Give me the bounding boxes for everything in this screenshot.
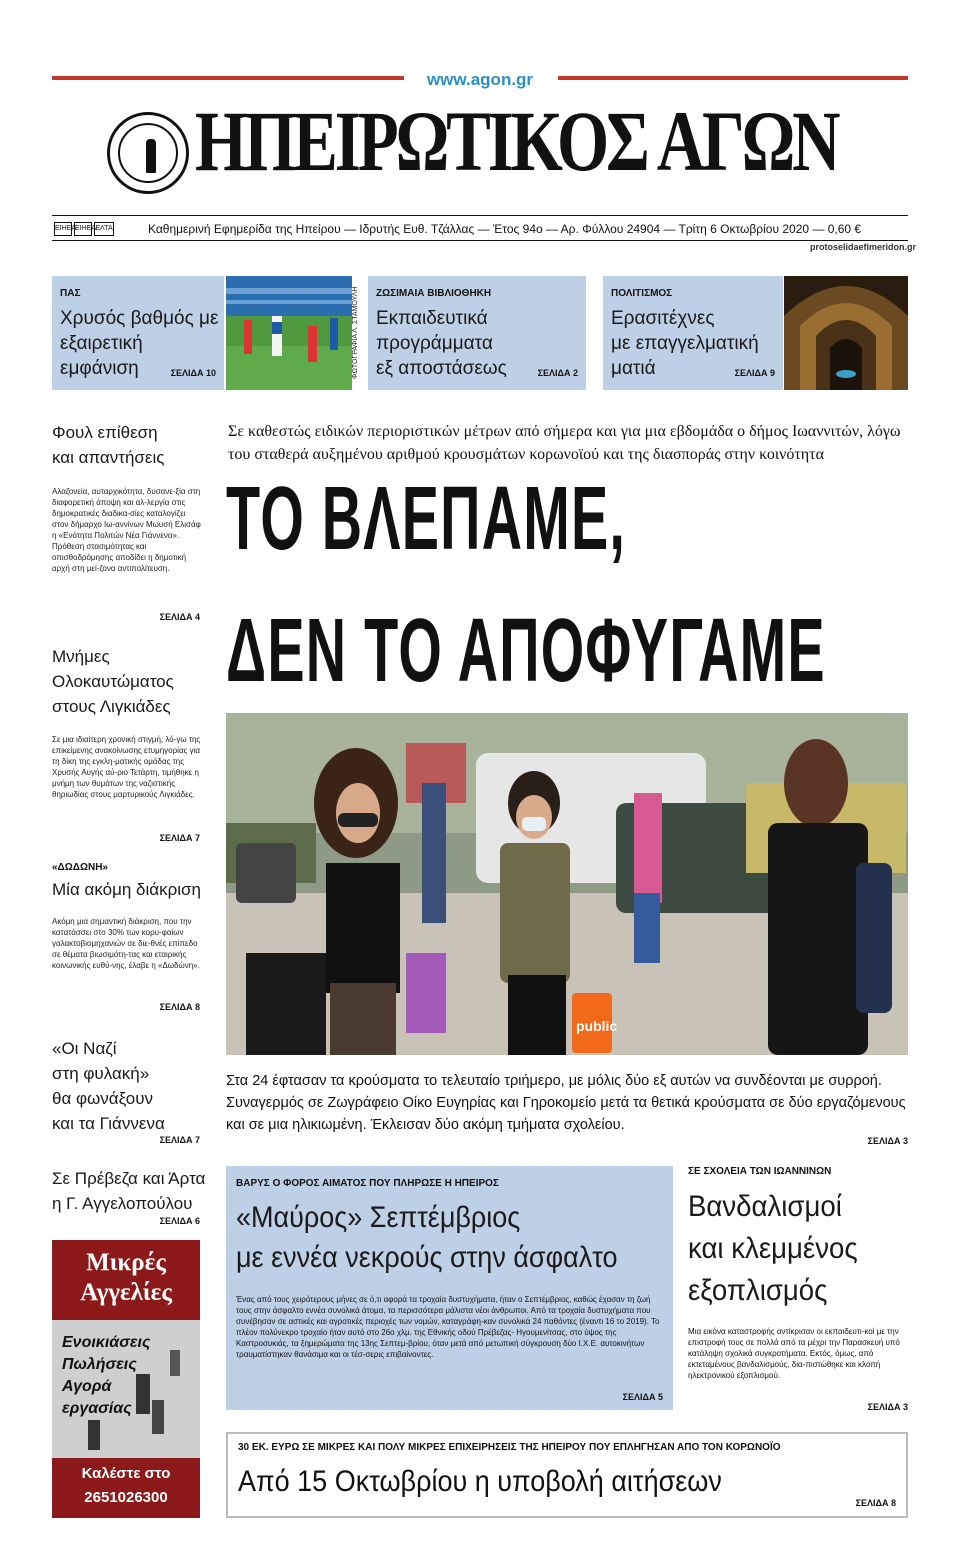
lead-photo-art [226,713,908,1055]
side-story-4-page: ΣΕΛΙΔΑ 7 [159,1135,200,1145]
business-aid-story[interactable] [226,1432,908,1518]
teaser-title-line: εξαιρετική εμφάνιση [60,333,143,379]
teaser-politismos[interactable] [603,276,783,390]
teaser-kicker: ΖΩΣΙΜΑΙΑ ΒΙΒΛΙΟΘΗΚΗ [376,288,492,299]
lead-headline-line-2[interactable]: ΔΕΝ ΤΟ ΑΠΟΦΥΓΑΜΕ [226,601,826,701]
lead-photo [226,713,908,1055]
side-title-line: Σε Πρέβεζα και Άρτα [52,1169,206,1188]
side-title-line: και απαντήσεις [52,448,165,467]
teaser-kicker: ΠΟΛΙΤΙΣΜΟΣ [611,288,673,299]
header-rule-top [52,215,908,216]
vandalism-kicker: ΣΕ ΣΧΟΛΕΙΑ ΤΩΝ ΙΩΑΝΝΙΝΩΝ [688,1166,832,1177]
teaser-title-line: Ερασιτέχνες [611,308,715,329]
side-title-line: στη φυλακή» [52,1064,150,1083]
ads-category: Πωλήσεις [62,1356,137,1373]
side-story-1-title[interactable] [52,420,164,470]
road-deaths-title-line: με εννέα νεκρούς στην άσφαλτο [236,1241,618,1274]
ads-category: εργασίας [62,1400,132,1417]
road-deaths-story[interactable] [226,1166,673,1410]
vandalism-title-line: Βανδαλισμοί [688,1190,842,1223]
vandalism-page: ΣΕΛΙΔΑ 3 [867,1402,908,1412]
road-deaths-kicker: ΒΑΡΥΣ Ο ΦΟΡΟΣ ΑΙΜΑΤΟΣ ΠΟΥ ΠΛΗΡΩΣΕ Η ΗΠΕΙΡΟΣ [236,1178,499,1189]
side-title-line: και τα Γιάννενα [52,1114,165,1133]
bag-brand-text: public [576,1018,618,1034]
side-story-1-page: ΣΕΛΙΔΑ 4 [159,612,200,622]
football-photo [226,276,352,390]
tunnel-photo-art [784,276,908,390]
side-story-2-text: Σε μια ιδιαίτερη χρονική στιγμή, λό-γω της επικείμενης ανακοίνωσης ετυμηγορίας για τη δίκη της εγκλη-ματικής ομάδας της Χρυσής Αυγής αύ-ριο Τετάρτη, τιμήθηκε η μνήμη των θυμάτων της ναζιστικής θηριωδίας στους μαρτυρικούς Λιγκιάδες. [52,735,201,799]
header-rule-bottom [52,240,908,241]
road-deaths-title-line: «Μαύρος» Σεπτέμβριος [236,1201,521,1234]
side-title-line: στους Λιγκιάδες [52,697,171,716]
vandalism-title-line: και κλεμμένος [688,1232,858,1265]
side-title-line: η Γ. Αγγελοπούλου [52,1194,193,1213]
ads-category: Αγορά [62,1378,112,1395]
side-story-4-title[interactable] [52,1036,165,1136]
side-story-3-kicker: «ΔΩΔΩΝΗ» [52,862,108,873]
lead-page: ΣΕΛΙΔΑ 3 [867,1136,908,1146]
lead-headline-line-1[interactable]: ΤΟ ΒΛΕΠΑΜΕ, [226,469,627,569]
newspaper-seal-logo [107,112,189,194]
business-aid-page: ΣΕΛΙΔΑ 8 [855,1498,896,1508]
teaser-page: ΣΕΛΙΔΑ 10 [170,368,216,378]
side-story-3-page: ΣΕΛΙΔΑ 8 [159,1002,200,1012]
side-story-3-text: Ακόμη μια σημαντική διάκριση, που την κατατάσσει στο 30% των κορυ-φαίων γαλακτοβιομηχανιών σε διε-θνές επίπεδο σε θέματα βιωσιμότη-τας και εταιρικής κοινωνικής ευθύ-νης, έλαβε η «Δωδώνη». [52,917,200,970]
teaser-pas[interactable] [52,276,224,390]
source-watermark: protoselidaefimeridon.gr [810,242,917,252]
side-story-5-page: ΣΕΛΙΔΑ 6 [159,1216,200,1226]
website-link[interactable]: www.agon.gr [426,70,534,89]
teaser-title-line: με επαγγελματική ματιά [611,333,759,379]
teaser-zosimaia[interactable] [368,276,586,390]
lead-subhead: Σε καθεστώς ειδικών περιοριστικών μέτρων από σήμερα και για μια εβδομάδα ο δήμος Ιωαννιτών, λόγω του σταθερά αυξημένου αριθμού κρουσμάτων κορωνοϊού και της διασποράς στην κοινότητα [228,423,901,463]
teaser-page: ΣΕΛΙΔΑ 2 [537,368,578,378]
tunnel-photo [784,276,908,390]
ads-title-line: Αγγελίες [80,1279,172,1306]
side-story-1-text: Αλαζονεία, αυταρχικότητα, δυσανε-ξία στη διαφορετική άποψη και αλ-λεργία στις δημοκρατικές διαδικα-σίες καταλογίζει στον δήμαρχο Ιω-αννίνων Μωυσή Ελισάφ η «Ενότητα Πολιτών Νέα Γιάννενα». Πρόθεση στασιμότητας και οπισθοδρόμησης αποδίδει η δημοτική αρχή στη μεί-ζονα αντιπολίτευση. [52,487,201,573]
classified-ads-image [52,1320,200,1458]
teaser-title-line: Εκπαιδευτικά προγράμματα [376,308,493,354]
ads-categories [62,1332,150,1420]
road-deaths-title [236,1198,618,1278]
side-title-line: Μνήμες [52,647,110,666]
side-story-2-title[interactable] [52,644,174,719]
side-title-line: θα φωνάξουν [52,1089,154,1108]
ads-call-line: Καλέστε στο [81,1465,171,1482]
top-rule-right [558,76,908,80]
road-deaths-text: Ένας από τους χειρότερους μήνες σε ό,τι αφορά τα τροχαία δυστυχήματα, ήταν ο Σεπτέμβριος, καθώς έχασαν τη ζωή τους στην άσφαλτο εννέα συνολικά άτομα, τα περισσότερα μάλιστα νέοι άνθρωποι. Από τα τροχαία δυστυχήματα που συνέβησαν σε αστικές και αγροτικές περιοχές των νομών, καταγράφη-καν συνολικά 24 παθόντες (έναντι 16 το 2019). Το πλέον πολύνεκρο τροχαίο ήταν αυτό στο 26ο χλμ. της Εθνικής οδού Πρέβεζας- Ηγουμενίτσας, στο ύψος της Καστροσυκιάς, τα ξημερώματα της 13ης Σεπτεμ-βρίου, όταν μετά από μετωπική σύγκρουση δύο Ι.Χ.Ε. αυτοκινήτων τραυματίστηκαν θανάσιμα και οι τέσ-σερις επιβαίνοντες. [236,1295,660,1359]
side-title-line: «Οι Ναζί [52,1039,117,1058]
side-story-2-page: ΣΕΛΙΔΑ 7 [159,833,200,843]
ads-category: Ενοικιάσεις [62,1334,151,1351]
road-deaths-page: ΣΕΛΙΔΑ 5 [622,1392,663,1402]
classified-ads-title [52,1248,200,1308]
ads-phone-number: 2651026300 [84,1489,168,1506]
side-title-line: Φουλ επίθεση [52,423,158,442]
press-logo-2: ΕΙΗΕΑ [74,222,92,236]
teaser-title-line: εξ αποστάσεως [376,358,507,379]
issue-info-line: Καθημερινή Εφημερίδα της Ηπείρου — Ιδρυτής Ευθ. Τζάλλας — Έτος 94ο — Αρ. Φύλλου 24904 — Τρίτη 6 Οκτωβρίου 2020 — 0,60 € [148,222,862,236]
photo-credit: ΦΩΤΟΓΡΑΦΙΑ Λ. ΣΤΑΜΟΥΛΗ [352,286,359,380]
business-aid-title: Από 15 Οκτωβρίου η υποβολή αιτήσεων [238,1465,722,1498]
teaser-title-line: Χρυσός βαθμός με [60,308,219,329]
vandalism-title-line: εξοπλισμός [688,1274,828,1307]
masthead-title: ΗΠΕΙΡΩΤΙΚΟΣ ΑΓΩΝ [195,93,838,189]
side-story-5-title[interactable] [52,1166,205,1216]
teaser-page: ΣΕΛΙΔΑ 9 [734,368,775,378]
seal-inner-ring [118,123,178,183]
top-rule-left [52,76,404,80]
side-title-line: Ολοκαυτώματος [52,672,174,691]
press-logo-1: ΕΙΗΕΑ [54,222,72,236]
vandalism-title[interactable] [688,1186,895,1312]
classified-ads-box[interactable] [52,1240,200,1518]
business-aid-kicker: 30 ΕΚ. ΕΥΡΩ ΣΕ ΜΙΚΡΕΣ ΚΑΙ ΠΟΛΥ ΜΙΚΡΕΣ ΕΠΙΧΕΙΡΗΣΕΙΣ ΤΗΣ ΗΠΕΙΡΟΥ ΠΟΥ ΕΠΛΗΓΗΣΑΝ ΑΠΟ ΤΟΝ ΚΟΡΩΝΟΪΟ [238,1442,781,1453]
seal-figure [146,139,156,173]
side-story-3-title[interactable] [52,877,201,902]
ads-phone[interactable] [52,1462,200,1510]
vandalism-text: Μια εικόνα καταστροφής αντίκρισαν οι εκπαιδευτι-κοί με την επιστροφή τους σε πολλά από τα μέχρι την Παρασκευή υπό κατάληψη σχολικά συγκροτήματα. Εκτός, όμως, από εκτεταμένους βανδαλισμούς, δια-πιστώθηκε και κλοπή ηλεκτρονικού εξοπλισμού. [688,1327,900,1380]
elta-logo: ΕΛΤΑ [94,222,114,236]
football-photo-art [226,276,352,390]
lead-caption: Στα 24 έφτασαν τα κρούσματα το τελευταίο τριήμερο, με μόλις δύο εξ αυτών να συνδέονται με συρροή. Συναγερμός σε Ζωγράφειο Οίκο Ευγηρίας και Γηροκομείο μετά τα θετικά κρούσματα σε δύο εργαζόμενους και σε μια ηλικιωμένη. Έκλεισαν δύο ακόμη τμήματα σχολείου. [226,1073,906,1133]
ads-title-line: Μικρές [86,1249,166,1276]
teaser-kicker: ΠΑΣ [60,288,81,299]
side-title-line: Μία ακόμη διάκριση [52,880,201,899]
